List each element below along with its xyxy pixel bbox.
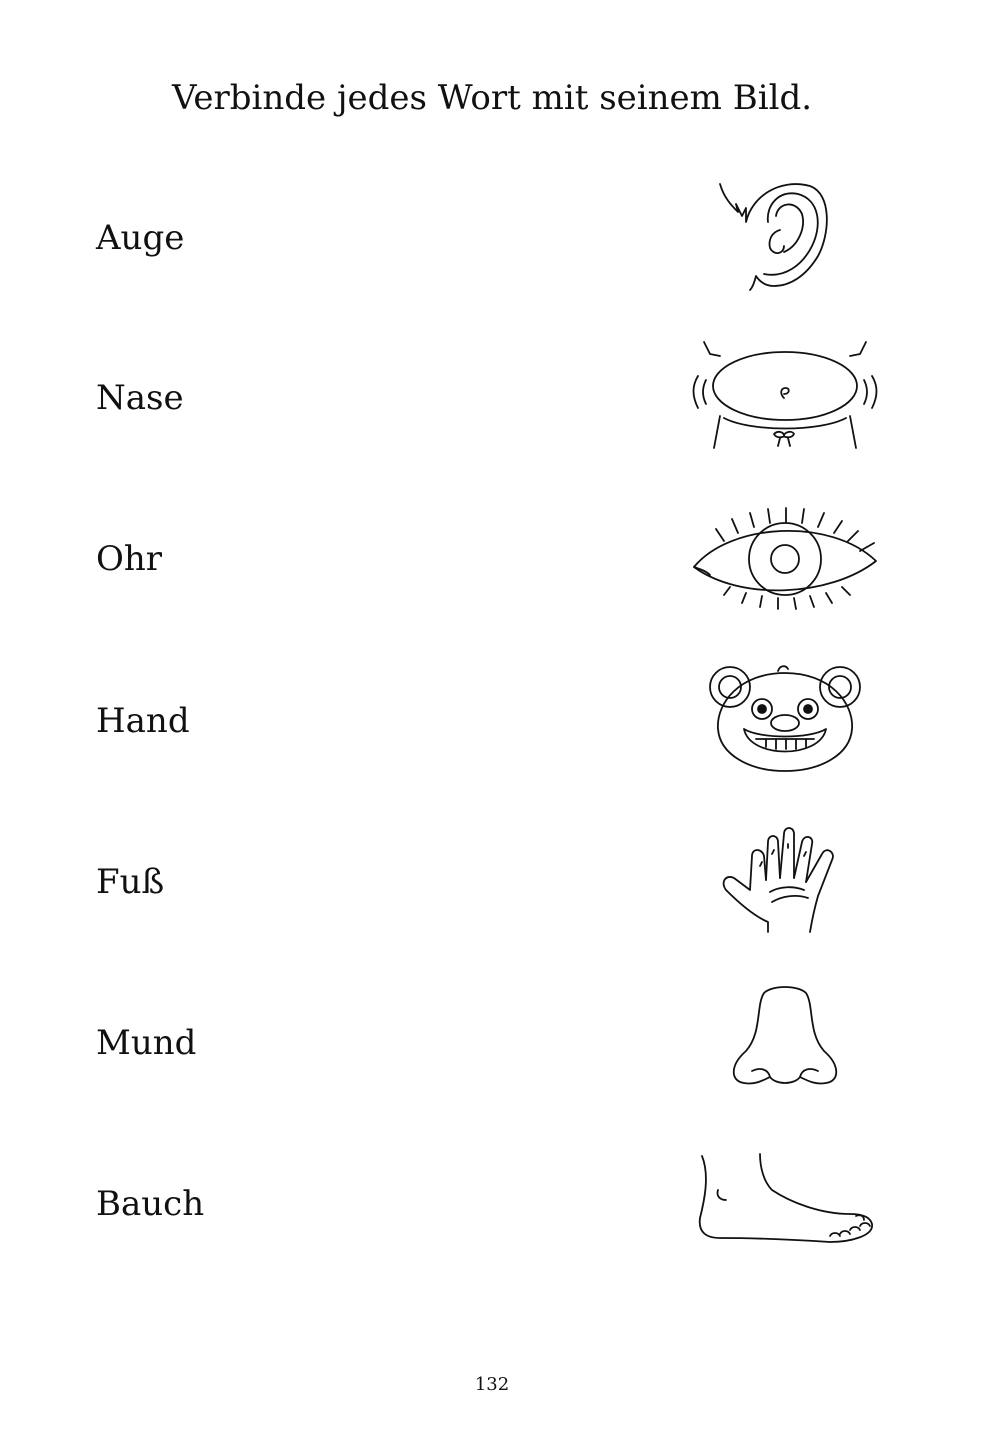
foot-icon[interactable] (680, 1142, 890, 1262)
matching-row (0, 981, 1008, 1101)
word-label[interactable]: Fuß (96, 862, 165, 902)
belly-icon[interactable] (680, 336, 890, 456)
word-label[interactable]: Nase (96, 378, 184, 418)
matching-row (0, 176, 1008, 296)
matching-row (0, 336, 1008, 456)
matching-row (0, 1142, 1008, 1262)
ear-icon[interactable] (680, 176, 890, 296)
page-number: 132 (474, 1374, 510, 1395)
word-label[interactable]: Mund (96, 1023, 197, 1063)
word-label[interactable]: Hand (96, 701, 190, 741)
hand-icon[interactable] (680, 820, 890, 940)
word-label[interactable]: Auge (96, 218, 185, 258)
matching-row (0, 659, 1008, 779)
word-label[interactable]: Bauch (96, 1184, 205, 1224)
matching-row (0, 497, 1008, 617)
worksheet-instruction: Verbinde jedes Wort mit seinem Bild. (171, 78, 813, 118)
word-label[interactable]: Ohr (96, 539, 163, 579)
matching-row (0, 820, 1008, 940)
eye-icon[interactable] (680, 497, 890, 617)
bear-face-icon[interactable] (680, 659, 890, 779)
nose-icon[interactable] (680, 981, 890, 1101)
